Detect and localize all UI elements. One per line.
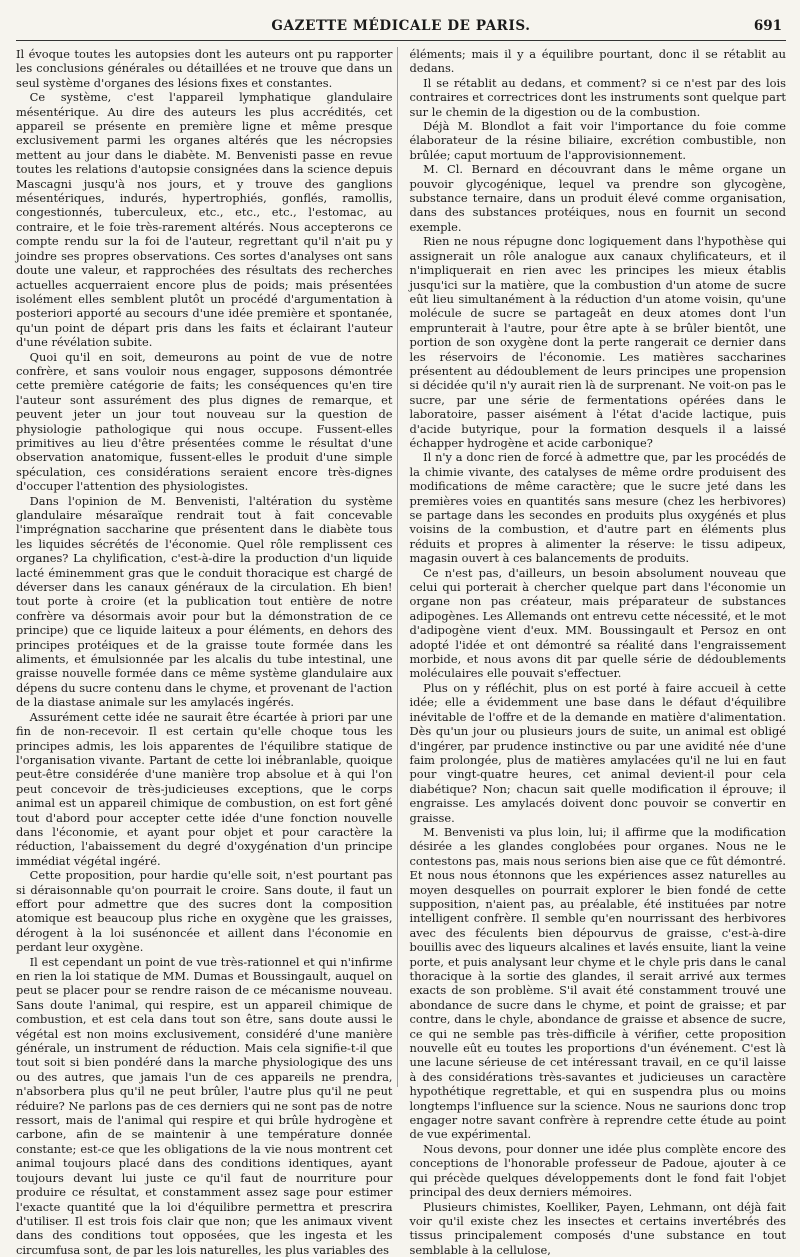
paragraph: Plus on y réfléchit, plus on est porté à faire accueil à cette idée; elle a évidemment une base dans le défaut d'équilibre inévitable de l'offre et de la demande en matière d'alimentation. Dès qu'un jour ou plusieurs jours de suite, un animal est obligé d'ingérer, par prudence instinctive ou par une avidité née d'une faim prolongée, plus de matières amylacées qu'il ne lui en faut pour vingt-quatre heures, cet animal devient-il pour cela diabétique? Non; chacun sait quelle modification il éprouve; il engraisse. Les amylacés doivent donc pouvoir se convertir en graisse. <box>410 681 787 825</box>
paragraph: éléments; mais il y a équilibre pourtant, donc il se rétablit au dedans. <box>410 47 787 76</box>
right-column <box>408 47 787 1087</box>
paragraph: Il évoque toutes les autopsies dont les auteurs ont pu rapporter les conclusions générales ou détaillées et ne trouve que dans un seul système d'organes des lésions fixes et constantes. <box>16 47 393 90</box>
paragraph: Assurément cette idée ne saurait être écartée à priori par une fin de non-recevoir. Il est certain qu'elle choque tous les principes admis, les lois apparentes de l'équilibre statique de l'organisation vivante. Partant de cette loi inébranlable, quoique peut-être considérée d'une manière trop absolue et à qui l'on peut concevoir de très-judicieuses exceptions, que le corps animal est un appareil chimique de combustion, on est fort gêné tout d'abord pour accepter cette idée d'une fonction nouvelle dans l'économie, et ayant pour objet et pour caractère la réduction, l'abaissement du degré d'oxygénation d'un principe immédiat végétal ingéré. <box>16 710 393 868</box>
journal-title: GAZETTE MÉDICALE DE PARIS. <box>16 18 786 34</box>
paragraph: Il est cependant un point de vue très-rationnel et qui n'infirme en rien la loi statique de MM. Dumas et Boussingault, auquel on peut se placer pour se rendre raison de ce mécanisme nouveau. Sans doute l'animal, qui respire, est un appareil chimique de combustion, et est cela dans tout son être, sans doute aussi le végétal est non moins exclusivement, considéré d'une manière générale, un instrument de réduction. Mais cela signifie-t-il que tout soit si bien pondéré dans la marche physiologique des uns ou des autres, que jamais l'un de ces appareils ne prendra, n'absorbera plus qu'il ne peut brûler, l'autre plus qu'il ne peut réduire? Ne parlons pas de ces derniers qui ne sont pas de notre ressort, mais de l'animal qui respire et qui brûle hydrogène et carbone, afin de se maintenir à une température donnée constante; est-ce que les obligations de la vie nous montrent cet animal toujours placé dans des conditions identiques, ayant toujours devant lui juste ce qu'il faut de nourriture pour produire ce résultat, et constamment assez sage pour estimer l'exacte quantité que la loi d'équilibre permettra et prescrira d'utiliser. Il est trois fois clair que non; que les animaux vivent dans des conditions tout opposées, que les ingesta et les circumfusa sont, de par les lois naturelles, les plus variables des <box>16 955 393 1257</box>
paragraph: M. Cl. Bernard en découvrant dans le même organe un pouvoir glycogénique, lequel va prendre son glycogène, substance ternaire, dans un produit élevé comme organisation, dans des substances protéiques, nous en fournit un second exemple. <box>410 162 787 234</box>
header-rule <box>16 40 786 41</box>
paragraph: M. Benvenisti va plus loin, lui; il affirme que la modification désirée a les glandes conglobées pour organes. Nous ne le contestons pas, mais nous serions bien aise que ce fût démontré. Et nous nous étonnons que les expériences assez naturelles au moyen desquelles on pourrait explorer le bien fondé de cette supposition, n'aient pas, au préalable, été instituées par notre intelligent confrère. Il semble qu'en nourrissant des herbivores avec des féculents bien dépourvus de graisse, c'est-à-dire bouillis avec des liqueurs alcalines et lavés ensuite, liant la veine porte, et puis analysant leur chyme et le chyle pris dans le canal thoracique à la sortie des glandes, il serait arrivé aux termes exacts de son problème. S'il avait été constamment trouvé une abondance de sucre dans le chyme, et point de graisse; et par contre, dans le chyle, abondance de graisse et absence de sucre, ce qui ne semble pas très-difficile à vérifier, cette proposition nouvelle eût eu toutes les proportions d'un événement. C'est là une lacune sérieuse de cet intéressant travail, en ce qu'il laisse à des considérations très-savantes et judicieuses un caractère hypothétique regrettable, et qui en suspendra plus ou moins longtemps l'influence sur la science. Nous ne saurions donc trop engager notre savant confrère à reprendre cette étude au point de vue expérimental. <box>410 825 787 1142</box>
page-number: 691 <box>754 18 782 34</box>
paragraph: Quoi qu'il en soit, demeurons au point de vue de notre confrère, et sans vouloir nous engager, supposons démontrée cette première catégorie de faits; les conséquences qu'en tire l'auteur sont assurément des plus dignes de remarque, et peuvent jeter un jour tout nouveau sur la question de physiologie pathologique qui nous occupe. Fussent-elles primitives au lieu d'être présentées comme le résultat d'une observation anatomique, fussent-elles le produit d'une simple spéculation, ces considérations seraient encore très-dignes d'occuper l'attention des physiologistes. <box>16 350 393 494</box>
running-head <box>16 18 786 36</box>
paragraph: Il se rétablit au dedans, et comment? si ce n'est par des lois contraires et correctrices dont les instruments sont quelque part sur le chemin de la digestion ou de la combustion. <box>410 76 787 119</box>
paragraph: Ce système, c'est l'appareil lymphatique glandulaire mésentérique. Au dire des auteurs les plus accrédités, cet appareil se présente en première ligne et même presque exclusivement parmi les organes altérés que les nécropsies mettent au jour dans le diabète. M. Benvenisti passe en revue toutes les relations d'autopsie consignées dans la science depuis Mascagni jusqu'à nos jours, et y trouve des ganglions mésentériques, indurés, hypertrophiés, gonflés, ramollis, congestionnés, tuberculeux, etc., etc., etc., l'estomac, au contraire, et le foie très-rarement altérés. Nous accepterons ce compte rendu sur la foi de l'auteur, regrettant qu'il n'ait pu y joindre ses propres observations. Ces sortes d'analyses ont sans doute une valeur, et rapprochées des résultats des recherches actuelles acquerraient encore plus de poids; mais présentées isolément elles semblent plutôt un procédé d'argumentation à posteriori apporté au secours d'une idée première et spontanée, qu'un point de départ pris dans les faits et éclairant l'auteur d'une révélation subite. <box>16 90 393 349</box>
paragraph: Nous devons, pour donner une idée plus complète encore des conceptions de l'honorable professeur de Padoue, ajouter à ce qui précède quelques développements dont le fond fait l'objet principal des deux derniers mémoires. <box>410 1142 787 1200</box>
paragraph: Déjà M. Blondlot a fait voir l'importance du foie comme élaborateur de la résine biliaire, excrétion combustible, non brûlée; caput mortuum de l'approvisionnement. <box>410 119 787 162</box>
paragraph: Il n'y a donc rien de forcé à admettre que, par les procédés de la chimie vivante, des catalyses de même ordre produisent des modifications de même caractère; que le sucre jeté dans les premières voies en quantités sans mesure (chez les herbivores) se partage dans les secondes en produits plus oxygénés et plus voisins de la combustion, et d'autre part en éléments plus réduits et propres à alimenter la réserve: le tissu adipeux, magasin ouvert à ces balancements de produits. <box>410 450 787 565</box>
paragraph: Cette proposition, pour hardie qu'elle soit, n'est pourtant pas si déraisonnable qu'on pourrait le croire. Sans doute, il faut un effort pour admettre que des sucres dont la composition atomique est beaucoup plus riche en oxygène que les graisses, dérogent à la loi susénoncée et aillent dans l'économie en perdant leur oxygène. <box>16 868 393 954</box>
paragraph: Plusieurs chimistes, Koelliker, Payen, Lehmann, ont déjà fait voir qu'il existe chez les insectes et certains invertébrés des tissus principalement composés d'une substance en tout semblable à la cellulose, <box>410 1200 787 1257</box>
paragraph: Dans l'opinion de M. Benvenisti, l'altération du système glandulaire mésaraïque rendrait tout à fait concevable l'imprégnation saccharine que présentent dans le diabète tous les liquides sécrétés de l'économie. Quel rôle remplissent ces organes? La chylification, c'est-à-dire la production d'un liquide lacté éminemment gras que le conduit thoracique est chargé de déverser dans les canaux généraux de la circulation. Eh bien! tout porte à croire (et la publication tout entière de notre confrère va désormais avoir pour but la démonstration de ce principe) que ce liquide laiteux a pour éléments, en dehors des principes protéiques et de la graisse toute formée dans les aliments, et émulsionnée par les alcalis du tube intestinal, une graisse nouvelle formée dans ce même système glandulaire aux dépens du sucre contenu dans le chyme, et provenant de l'action de la diastase animale sur les amylacés ingérés. <box>16 494 393 710</box>
paragraph: Ce n'est pas, d'ailleurs, un besoin absolument nouveau que celui qui porterait à chercher quelque part dans l'économie un organe non pas créateur, mais préparateur de substances adipogènes. Les Allemands ont entrevu cette nécessité, et le mot d'adipogène vient d'eux. MM. Boussingault et Persoz en ont adopté l'idée et ont démontré sa réalité dans l'engraissement morbide, et nous avons dit par quelle série de dédoublements moléculaires elle pouvait s'effectuer. <box>410 566 787 681</box>
left-column <box>16 47 398 1087</box>
text-columns <box>16 47 786 1087</box>
paragraph: Rien ne nous répugne donc logiquement dans l'hypothèse qui assignerait un rôle analogue aux canaux chylificateurs, et il n'impliquerait en rien avec les principes les mieux établis jusqu'ici sur la matière, que la combustion d'un atome de sucre eût lieu simultanément à la réduction d'un atome voisin, qu'une molécule de sucre se partageât en deux atomes dont l'un emprunterait à l'autre, pour être apte à se brûler bientôt, une portion de son oxygène dont la perte rangerait ce dernier dans les réservoirs de l'économie. Les matières saccharines présentent au dédoublement de leurs principes une propension si décidée qu'il n'y aurait rien là de surprenant. Ne voit-on pas le sucre, par une série de fermentations opérées dans le laboratoire, passer aisément à l'état d'acide lactique, puis d'acide butyrique, pour la formation desquels il a laissé échapper hydrogène et acide carbonique? <box>410 234 787 450</box>
